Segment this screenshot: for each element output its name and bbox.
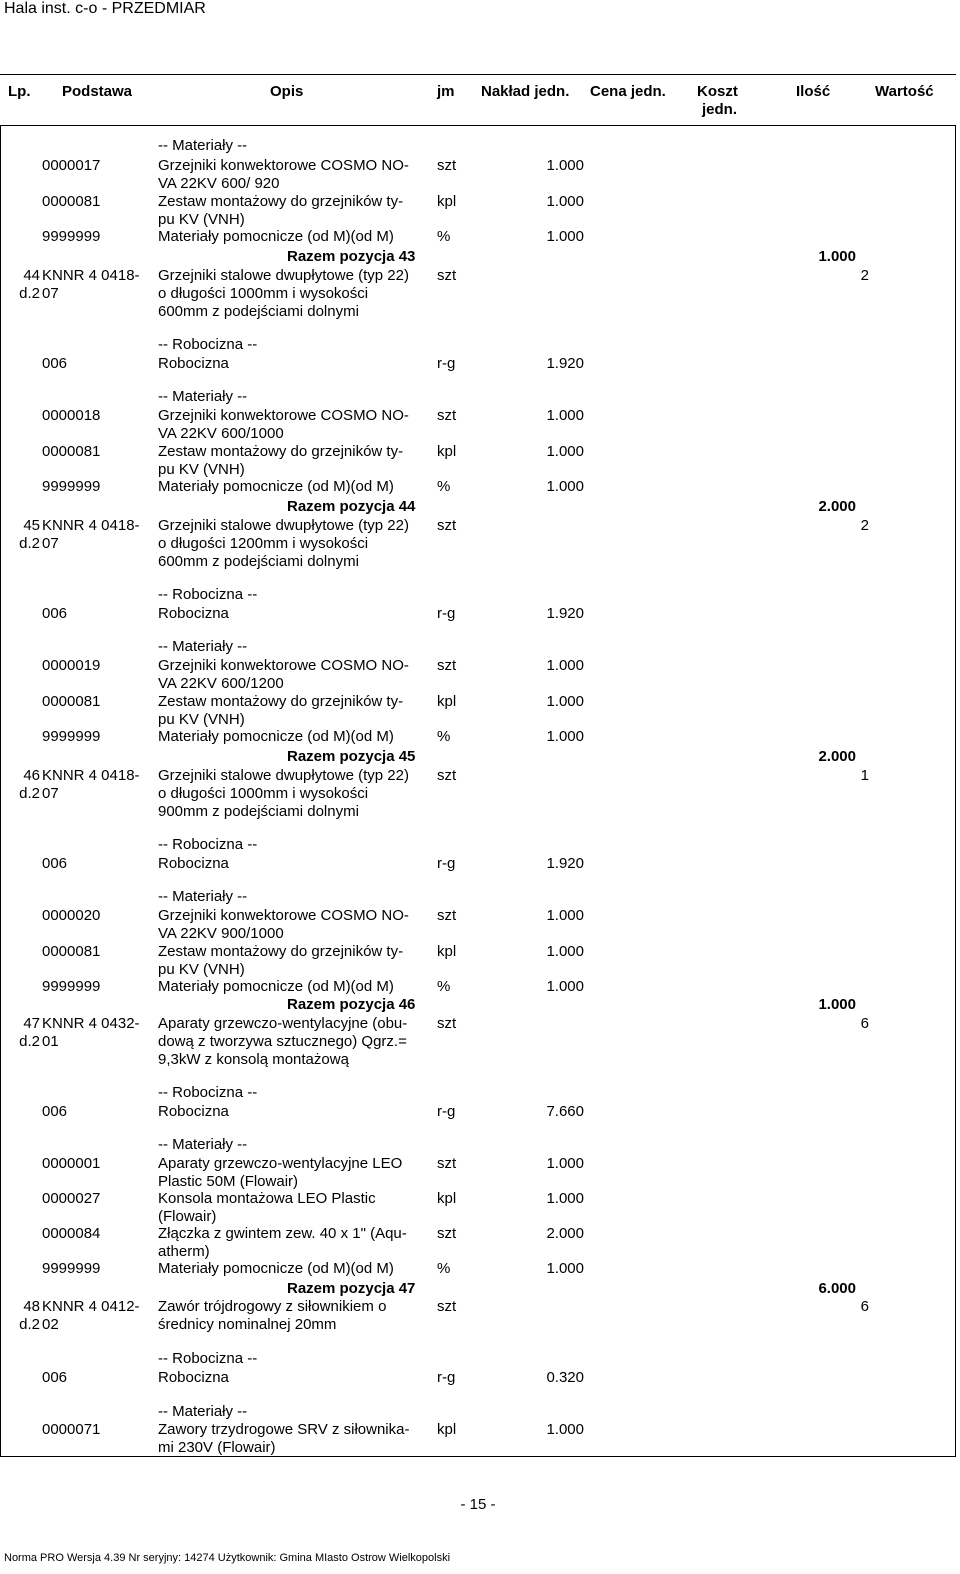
resource-description: VA 22KV 600/1200 <box>158 675 284 692</box>
resource-code: 0000081 <box>42 443 101 460</box>
resource-description: Grzejniki konwektorowe COSMO NO- <box>158 907 409 924</box>
resource-description: Zawory trzydrogowe SRV z siłownika- <box>158 1421 410 1438</box>
resource-unit: szt <box>437 1155 457 1172</box>
resource-description: Robocizna <box>158 605 229 622</box>
table-row <box>0 1136 956 1154</box>
table-row <box>0 605 956 623</box>
table-row <box>0 193 956 211</box>
resource-norm: 1.000 <box>546 228 584 245</box>
resource-unit: kpl <box>437 1190 457 1207</box>
resource-description: Konsola montażowa LEO Plastic <box>158 1190 376 1207</box>
table-row <box>0 1225 956 1243</box>
header-ilosc: Ilość <box>796 83 831 100</box>
resource-code: 006 <box>42 855 68 872</box>
position-row <box>0 1316 956 1334</box>
table-row <box>0 961 956 979</box>
resource-code: 0000019 <box>42 657 101 674</box>
table-bottom-rule <box>0 1456 956 1457</box>
resource-norm: 1.920 <box>546 855 584 872</box>
resource-norm: 1.000 <box>546 693 584 710</box>
position-row <box>0 1015 956 1033</box>
header-koszt: Koszt <box>697 83 738 100</box>
resource-description: Materiały pomocnicze (od M)(od M) <box>158 728 394 745</box>
position-row <box>0 785 956 803</box>
document-title: Hala inst. c-o - PRZEDMIAR <box>4 0 206 17</box>
resource-norm: 1.000 <box>546 478 584 495</box>
position-basis: KNNR 4 0432- <box>42 1015 140 1032</box>
summary-label: Razem pozycja 44 <box>287 498 416 515</box>
resource-unit: r-g <box>437 1369 456 1386</box>
resource-code: 9999999 <box>42 1260 101 1277</box>
table-row <box>0 693 956 711</box>
resource-unit: kpl <box>437 943 457 960</box>
resource-code: 006 <box>42 355 68 372</box>
header-koszt-line2: jedn. <box>702 101 738 118</box>
position-basis: 01 <box>42 1033 59 1050</box>
resource-description: Materiały pomocnicze (od M)(od M) <box>158 1260 394 1277</box>
resource-unit: r-g <box>437 355 456 372</box>
position-quantity: 2 <box>860 517 869 534</box>
resource-norm: 1.000 <box>546 657 584 674</box>
table-row <box>0 175 956 193</box>
resource-description: Robocizna <box>158 1369 229 1386</box>
resource-norm: 1.000 <box>546 1260 584 1277</box>
resource-code: 006 <box>42 605 68 622</box>
table-row <box>0 137 956 155</box>
resource-code: 006 <box>42 1369 68 1386</box>
resource-unit: % <box>437 228 451 245</box>
position-basis: 07 <box>42 535 59 552</box>
resource-code: 0000017 <box>42 157 101 174</box>
resource-code: 0000001 <box>42 1155 101 1172</box>
table-row <box>0 303 956 321</box>
resource-description: Robocizna <box>158 355 229 372</box>
table-row <box>0 657 956 675</box>
table-row <box>0 1421 956 1439</box>
resource-description: VA 22KV 600/1000 <box>158 425 284 442</box>
resource-code: 0000071 <box>42 1421 101 1438</box>
resource-unit: szt <box>437 907 457 924</box>
position-number: 48 <box>23 1298 40 1315</box>
resource-description: -- Robocizna -- <box>158 336 258 353</box>
table-row <box>0 553 956 571</box>
table-row <box>0 355 956 373</box>
header-wartosc: Wartość <box>875 83 934 100</box>
resource-description: 900mm z podejściami dolnymi <box>158 803 359 820</box>
table-row <box>0 478 956 496</box>
table-row <box>0 1439 956 1457</box>
resource-description: VA 22KV 900/1000 <box>158 925 284 942</box>
resource-code: 9999999 <box>42 228 101 245</box>
resource-description: mi 230V (Flowair) <box>158 1439 276 1456</box>
table-row <box>0 943 956 961</box>
resource-norm: 1.920 <box>546 605 584 622</box>
resource-code: 006 <box>42 1103 68 1120</box>
resource-norm: 1.000 <box>546 907 584 924</box>
resource-norm: 1.000 <box>546 1155 584 1172</box>
resource-description: -- Robocizna -- <box>158 586 258 603</box>
position-row <box>0 1033 956 1051</box>
table-row <box>0 1084 956 1102</box>
resource-description: -- Materiały -- <box>158 1403 248 1420</box>
resource-description: pu KV (VNH) <box>158 711 245 728</box>
position-unit: szt <box>437 1015 457 1032</box>
table-row <box>0 675 956 693</box>
table-row <box>0 425 956 443</box>
table-row <box>0 1350 956 1368</box>
position-row <box>0 1298 956 1316</box>
position-description: Grzejniki stalowe dwupłytowe (typ 22) <box>158 767 409 784</box>
header-jm: jm <box>437 83 455 100</box>
table-row <box>0 1403 956 1421</box>
resource-unit: % <box>437 478 451 495</box>
resource-code: 0000027 <box>42 1190 101 1207</box>
table-row <box>0 728 956 746</box>
resource-description: -- Materiały -- <box>158 888 248 905</box>
resource-code: 0000084 <box>42 1225 101 1242</box>
resource-description: Materiały pomocnicze (od M)(od M) <box>158 228 394 245</box>
position-basis: 02 <box>42 1316 59 1333</box>
resource-norm: 1.000 <box>546 407 584 424</box>
header-lp: Lp. <box>8 83 31 100</box>
table-row <box>0 1103 956 1121</box>
table-row <box>0 907 956 925</box>
resource-description: Zestaw montażowy do grzejników ty- <box>158 193 404 210</box>
position-basis: KNNR 4 0412- <box>42 1298 140 1315</box>
summary-label: Razem pozycja 43 <box>287 248 416 265</box>
table-row <box>0 1260 956 1278</box>
resource-description: (Flowair) <box>158 1208 217 1225</box>
summary-value: 2.000 <box>818 498 856 515</box>
position-basis: KNNR 4 0418- <box>42 517 140 534</box>
summary-label: Razem pozycja 45 <box>287 748 416 765</box>
table-row <box>0 1190 956 1208</box>
position-unit: szt <box>437 267 457 284</box>
position-description: o długości 1000mm i wysokości <box>158 285 369 302</box>
table-row <box>0 336 956 354</box>
position-row <box>0 767 956 785</box>
resource-description: Zestaw montażowy do grzejników ty- <box>158 943 404 960</box>
table-row <box>0 855 956 873</box>
position-description: dową z tworzywa sztucznego) Qgrz.= <box>158 1033 407 1050</box>
resource-description: Materiały pomocnicze (od M)(od M) <box>158 978 394 995</box>
table-row <box>0 1051 956 1069</box>
resource-unit: r-g <box>437 1103 456 1120</box>
resource-code: 0000020 <box>42 907 101 924</box>
resource-unit: szt <box>437 1225 457 1242</box>
resource-description: -- Materiały -- <box>158 1136 248 1153</box>
table-row <box>0 1369 956 1387</box>
resource-description: Plastic 50M (Flowair) <box>158 1173 299 1190</box>
summary-value: 2.000 <box>818 748 856 765</box>
table-row <box>0 388 956 406</box>
summary-value: 1.000 <box>818 996 856 1013</box>
position-basis: KNNR 4 0418- <box>42 767 140 784</box>
table-row <box>0 888 956 906</box>
position-description: średnicy nominalnej 20mm <box>158 1316 337 1333</box>
table-row <box>0 157 956 175</box>
resource-description: 9,3kW z konsolą montażową <box>158 1051 349 1068</box>
resource-description: -- Robocizna -- <box>158 836 258 853</box>
summary-row <box>0 498 956 516</box>
resource-description: Aparaty grzewczo-wentylacyjne LEO <box>158 1155 403 1172</box>
resource-norm: 0.320 <box>546 1369 584 1386</box>
resource-description: Materiały pomocnicze (od M)(od M) <box>158 478 394 495</box>
resource-description: Grzejniki konwektorowe COSMO NO- <box>158 657 409 674</box>
resource-description: 600mm z podejściami dolnymi <box>158 553 359 570</box>
position-description: Zawór trójdrogowy z siłownikiem o <box>158 1298 387 1315</box>
table-row <box>0 461 956 479</box>
table-row <box>0 1173 956 1191</box>
resource-unit: % <box>437 1260 451 1277</box>
table-row <box>0 228 956 246</box>
resource-norm: 1.000 <box>546 1421 584 1438</box>
position-number: d.2 <box>19 285 40 302</box>
position-description: Grzejniki stalowe dwupłytowe (typ 22) <box>158 267 409 284</box>
position-number: d.2 <box>19 1033 40 1050</box>
summary-row <box>0 248 956 266</box>
position-quantity: 2 <box>860 267 869 284</box>
resource-unit: szt <box>437 657 457 674</box>
position-number: 45 <box>23 517 40 534</box>
resource-description: pu KV (VNH) <box>158 961 245 978</box>
resource-code: 0000081 <box>42 193 101 210</box>
resource-description: -- Materiały -- <box>158 388 248 405</box>
table-row <box>0 803 956 821</box>
position-number: 47 <box>23 1015 40 1032</box>
position-description: Aparaty grzewczo-wentylacyjne (obu- <box>158 1015 408 1032</box>
resource-description: Zestaw montażowy do grzejników ty- <box>158 693 404 710</box>
position-row <box>0 535 956 553</box>
resource-unit: % <box>437 728 451 745</box>
resource-unit: szt <box>437 407 457 424</box>
resource-unit: kpl <box>437 193 457 210</box>
table-row <box>0 1208 956 1226</box>
position-quantity: 6 <box>860 1015 869 1032</box>
resource-description: pu KV (VNH) <box>158 461 245 478</box>
summary-row <box>0 996 956 1014</box>
table-row <box>0 211 956 229</box>
summary-value: 6.000 <box>818 1280 856 1297</box>
table-row <box>0 978 956 996</box>
summary-row <box>0 1280 956 1298</box>
summary-label: Razem pozycja 46 <box>287 996 416 1013</box>
resource-norm: 1.000 <box>546 193 584 210</box>
position-row <box>0 517 956 535</box>
resource-description: Grzejniki konwektorowe COSMO NO- <box>158 407 409 424</box>
resource-code: 9999999 <box>42 728 101 745</box>
resource-norm: 1.000 <box>546 728 584 745</box>
summary-row <box>0 748 956 766</box>
position-unit: szt <box>437 1298 457 1315</box>
table-row <box>0 711 956 729</box>
summary-value: 1.000 <box>818 248 856 265</box>
position-quantity: 6 <box>860 1298 869 1315</box>
page-number: - 15 - <box>460 1496 496 1513</box>
position-number: 46 <box>23 767 40 784</box>
resource-description: -- Materiały -- <box>158 638 248 655</box>
resource-description: -- Robocizna -- <box>158 1084 258 1101</box>
resource-unit: szt <box>437 157 457 174</box>
resource-description: 600mm z podejściami dolnymi <box>158 303 359 320</box>
resource-description: Złączka z gwintem zew. 40 x 1" (Aqu- <box>158 1225 407 1242</box>
table-row <box>0 586 956 604</box>
resource-code: 9999999 <box>42 978 101 995</box>
resource-norm: 1.000 <box>546 157 584 174</box>
table-header <box>0 74 956 126</box>
position-description: o długości 1200mm i wysokości <box>158 535 369 552</box>
resource-unit: r-g <box>437 855 456 872</box>
position-unit: szt <box>437 767 457 784</box>
summary-label: Razem pozycja 47 <box>287 1280 416 1297</box>
position-number: d.2 <box>19 1316 40 1333</box>
position-number: 44 <box>23 267 40 284</box>
table-row <box>0 1243 956 1261</box>
resource-unit: % <box>437 978 451 995</box>
resource-description: Grzejniki konwektorowe COSMO NO- <box>158 157 409 174</box>
table-row <box>0 638 956 656</box>
resource-code: 0000081 <box>42 693 101 710</box>
table-row <box>0 925 956 943</box>
table-row <box>0 443 956 461</box>
resource-code: 0000081 <box>42 943 101 960</box>
header-cena: Cena jedn. <box>590 83 666 100</box>
resource-description: atherm) <box>158 1243 210 1260</box>
position-row <box>0 285 956 303</box>
position-description: Grzejniki stalowe dwupłytowe (typ 22) <box>158 517 409 534</box>
resource-code: 0000018 <box>42 407 101 424</box>
position-basis: KNNR 4 0418- <box>42 267 140 284</box>
table-row <box>0 836 956 854</box>
table-row <box>0 407 956 425</box>
resource-description: -- Robocizna -- <box>158 1350 258 1367</box>
resource-unit: kpl <box>437 693 457 710</box>
header-naklad: Nakład jedn. <box>481 83 570 100</box>
position-unit: szt <box>437 517 457 534</box>
position-number: d.2 <box>19 535 40 552</box>
resource-norm: 1.000 <box>546 943 584 960</box>
resource-norm: 1.000 <box>546 1190 584 1207</box>
resource-code: 9999999 <box>42 478 101 495</box>
resource-unit: r-g <box>437 605 456 622</box>
table-row <box>0 1155 956 1173</box>
footer-text: Norma PRO Wersja 4.39 Nr seryjny: 14274 Użytkownik: Gmina MIasto Ostrow Wielkopolski <box>4 1552 451 1564</box>
resource-description: -- Materiały -- <box>158 137 248 154</box>
resource-norm: 1.920 <box>546 355 584 372</box>
resource-unit: kpl <box>437 1421 457 1438</box>
resource-description: Robocizna <box>158 855 229 872</box>
resource-norm: 7.660 <box>546 1103 584 1120</box>
position-number: d.2 <box>19 785 40 802</box>
resource-description: VA 22KV 600/ 920 <box>158 175 280 192</box>
position-row <box>0 267 956 285</box>
resource-unit: kpl <box>437 443 457 460</box>
resource-description: Robocizna <box>158 1103 229 1120</box>
resource-description: Zestaw montażowy do grzejników ty- <box>158 443 404 460</box>
position-basis: 07 <box>42 785 59 802</box>
resource-description: pu KV (VNH) <box>158 211 245 228</box>
resource-norm: 1.000 <box>546 978 584 995</box>
position-quantity: 1 <box>860 767 869 784</box>
position-basis: 07 <box>42 285 59 302</box>
resource-norm: 1.000 <box>546 443 584 460</box>
header-opis: Opis <box>270 83 304 100</box>
resource-norm: 2.000 <box>546 1225 584 1242</box>
header-podstawa: Podstawa <box>62 83 133 100</box>
position-description: o długości 1000mm i wysokości <box>158 785 369 802</box>
